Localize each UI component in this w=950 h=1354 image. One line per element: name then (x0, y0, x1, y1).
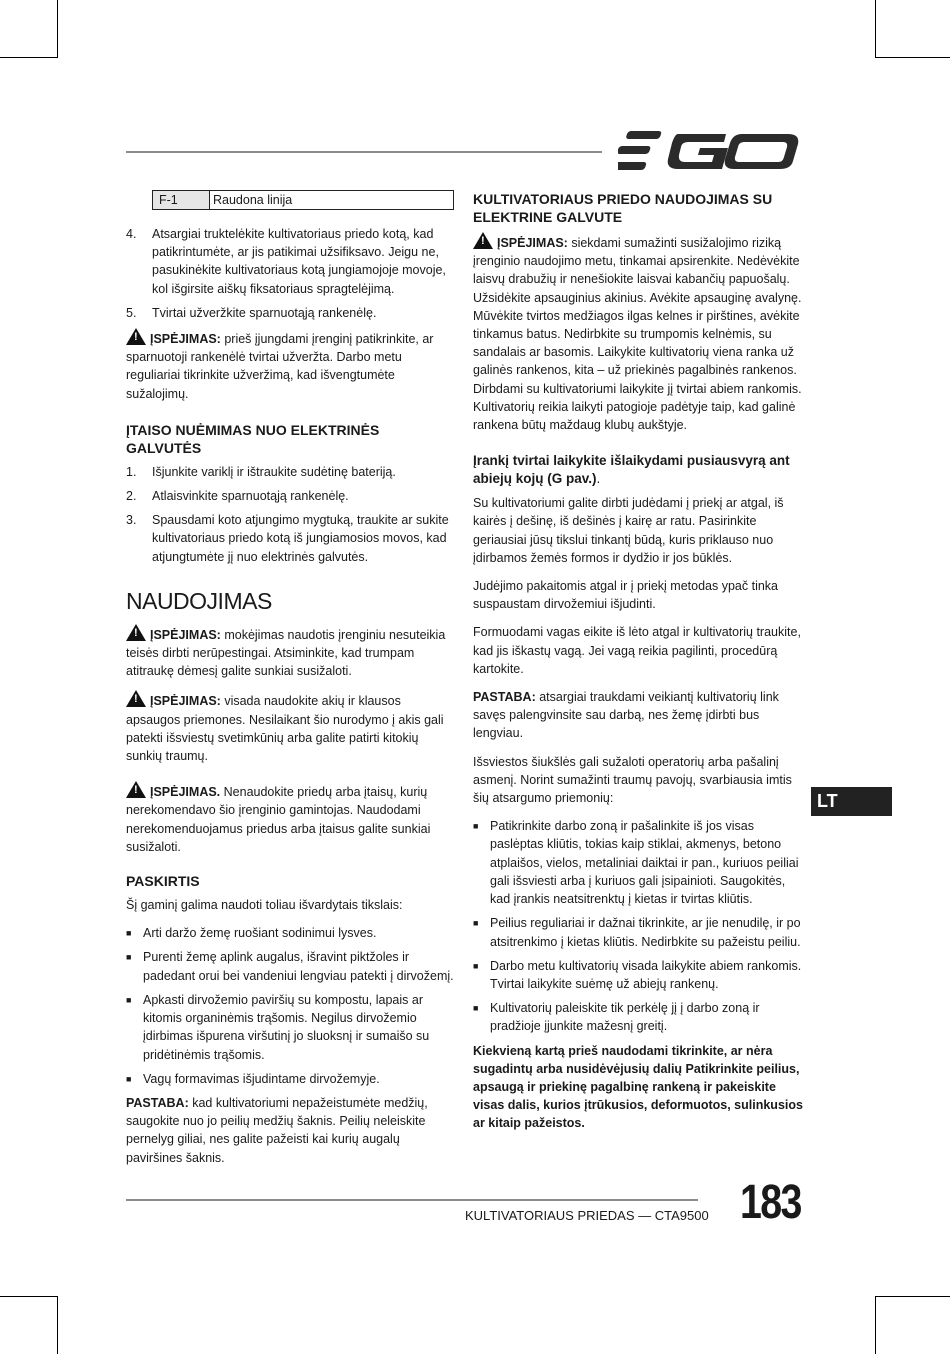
note-text: kad kultivatoriumi nepažeistumėte medžių, saugokite nuo jo peilių medžių šaknis. Peilių neleiskite pernelyg giliai, nes galite pažeisti kai kurių augalų paviršines šaknis. (126, 1095, 428, 1165)
subheading (473, 452, 803, 488)
warning-label: ĮSPĖJIMAS: (150, 694, 221, 709)
warning-paragraph (126, 624, 454, 681)
list-item-text: Patikrinkite darbo zoną ir pašalinkite iš jos visas paslėptas kliūtis, tokias kaip stiklai, akmenys, betono atplaišos, vielos, metaliniai daiktai ir pan., kuriuos peiliai gali išsviesti arba į kuriuos gali įsipainioti. Saugokitės, kad įrankis neatsitrenktų į kietas ir tvirtas kliūtis. (490, 819, 799, 907)
note-paragraph (473, 688, 803, 743)
list-item (126, 991, 454, 1064)
step-text: Spausdami koto atjungimo mygtuką, traukite ar sukite kultivatoriaus priedo kotą iš jungiamosios movos, kad atjungtumėte jį nuo elektrinės galvutės. (152, 513, 449, 564)
step-text: Atsargiai truktelėkite kultivatoriaus priedo kotą, kad patikrintumėte, ar jis patikimai užsifiksavo. Jeigu ne, pasukinėkite kultivatoriaus kotą jungiamojoje movoje, kol išgirsite aiškų fiksatoriaus spragtelėjimą. (152, 227, 446, 296)
list-item-text: Purenti žemę aplink augalus, išravint piktžoles ir padedant orui bei vandeniui lengviau patekti į dirvožemį. (143, 950, 454, 983)
step-text: Atlaisvinkite sparnuotąją rankenėlę. (152, 489, 349, 504)
crop-mark (875, 57, 950, 58)
footer-title: KULTIVATORIAUS PRIEDAS — CTA9500 (465, 1208, 709, 1223)
warning-icon (126, 690, 146, 707)
step-text: Išjunkite variklį ir ištraukite sudėtinę bateriją. (152, 464, 396, 479)
page-number: 183 (740, 1176, 801, 1229)
step-item (126, 304, 454, 322)
figure-legend-table (152, 190, 454, 210)
subheading-period: . (596, 471, 601, 487)
note-paragraph (126, 1094, 454, 1167)
list-item (473, 914, 803, 950)
list-item-text: Kultivatorių paleiskite tik perkėlę jį į darbo zoną ir pradžioje įjunkite mažesnį greitį. (490, 1001, 760, 1034)
crop-mark (875, 1296, 950, 1297)
figure-label: Raudona linija (213, 193, 293, 207)
step-item (126, 511, 454, 566)
list-item-text: Arti daržo žemę ruošiant sodinimui lysves. (143, 926, 377, 941)
crop-mark (57, 0, 58, 58)
warning-icon (126, 328, 146, 345)
warning-paragraph (126, 690, 454, 765)
step-number: 1. (126, 464, 137, 479)
list-item-text: Peilius reguliariai ir dažnai tikrinkite, ar jie nenudilę, ir po atsitrenkimo į kietas kliūtis. Nedirbkite su pažeistu peiliu. (490, 916, 801, 949)
warning-text: visada naudokite akių ir klausos apsaugos priemones. Nesilaikant šio nurodymo į akis gali patekti išsviestų svetimkūnių arba galite patirti kitokių sunkių traumų. (126, 694, 444, 764)
footer-rule (126, 1199, 698, 1201)
warning-text: siekdami sumažinti susižalojimo riziką įrenginio naudojimo metu, tinkamai apsirenkite. Nedėvėkite laisvų drabužių ir nenešiokite laisvai kabančių papuošalų. Užsidėkite apsauginius akinius. Avėkite apsauginę avalynę. Mūvėkite tvirtos medžiagos ilgas kelnes ir pirštines, avėkite tinkamus batus. Nedirbkite su trumpomis kelnėmis, su sandalais ar basomis. Laikykite kultivatorių viena ranka už galinės rankenos, kita – už priekinės pagalbinės rankenos. Dirbdami su kultivatoriumi laikykite jį tvirtai abiem rankomis. Kultivatorių reikia laikyti patogioje padėtyje taip, kad galinė rankena būtų maždaug klubų aukštyje. (473, 236, 802, 433)
list-item-text: Apkasti dirvožemio paviršių su kompostu, lapais ar kitomis organinėmis trąšomis. Negilus dirvožemio įdirbimas išpurena viršutinį jo sluoksnį ir sumaišo su pridėtinėmis trąšomis. (143, 992, 430, 1062)
warning-label: ĮSPĖJIMAS: (497, 236, 568, 250)
bullet-icon: ■ (473, 960, 479, 971)
purpose-intro: Šį gaminį galima naudoti toliau išvardytais tikslais: (126, 898, 403, 913)
list-item (126, 948, 454, 984)
note-text: atsargiai traukdami veikiantį kultivatorių link savęs palengvinsite sau darbą, nes žemę įdirbti bus lengviau. (473, 690, 779, 741)
list-item (126, 1070, 454, 1088)
warning-icon (126, 624, 146, 641)
warning-text: mokėjimas naudotis įrenginiu nesuteikia teisės dirbti nerūpestingai. Atsiminkite, kad trumpam atitraukę dėmesį galite sunkiai susižaloti. (126, 627, 446, 679)
crop-mark (57, 1296, 58, 1354)
step-number: 3. (126, 513, 137, 528)
language-tab: LT (811, 787, 892, 816)
bullet-icon: ■ (473, 821, 479, 832)
bullet-icon: ■ (126, 928, 132, 939)
warning-icon (126, 781, 146, 798)
crop-mark (0, 57, 58, 58)
bullet-icon: ■ (126, 952, 132, 963)
warning-paragraph (473, 232, 803, 434)
crop-mark (0, 1296, 58, 1297)
list-item (126, 924, 454, 942)
paragraph: Judėjimo pakaitomis atgal ir į priekį metodas ypač tinka suspaustam dirvožemiui išjudinti. (473, 579, 778, 612)
paragraph: Formuodami vagas eikite iš lėto atgal ir kultivatorių traukite, kad jis iškastų vagą. Jei vagą reikia pagilinti, procedūrą kartokite. (473, 625, 801, 676)
bullet-icon: ■ (473, 918, 479, 929)
list-item (473, 817, 803, 908)
list-item-text: Darbo metu kultivatorių visada laikykite abiem rankomis. Tvirtai laikykite suėmę už abiejų rankenų. (490, 958, 802, 991)
warning-paragraph (126, 781, 454, 856)
header-rule (126, 151, 602, 153)
warning-text: Nenaudokite priedų arba įtaisų, kurių nerekomendavo šio įrenginio gamintojas. Naudodami nerekomenduojamus priedus arba įtaisus galite sunkiai susižaloti. (126, 785, 431, 854)
subheading-text: Įrankį tvirtai laikykite išlaikydami pusiausvyrą ant abiejų kojų (G pav.) (473, 453, 790, 487)
bullet-icon: ■ (126, 1073, 132, 1084)
paragraph: Su kultivatoriumi galite dirbti judėdami į priekį ar atgal, iš kairės į dešinę, iš dešinės į kairę ar ratu. Pasirinkite geriausiai jūsų tikslui tinkantį būdą, kuris priklauso nuo įdirbamos žemės formos ir dydžio ir jos būklės. (473, 496, 784, 565)
note-label: PASTABA: (126, 1095, 189, 1110)
warning-label: ĮSPĖJIMAS: (150, 627, 221, 642)
right-column (473, 190, 803, 1133)
section-heading: PASKIRTIS (126, 873, 200, 890)
paragraph: Išsviestos šiukšlės gali sužaloti operatorių arba pašalinį asmenį. Norint sumažinti traumų pavojų, svarbiausia imtis šių atsargumo priemonių: (473, 754, 792, 806)
bullet-icon: ■ (126, 994, 132, 1005)
list-item (473, 957, 803, 993)
section-heading: ĮTAISO NUĖMIMAS NUO ELEKTRINĖS GALVUTĖS (126, 421, 380, 456)
warning-text: prieš įjungdami įrenginį patikrinkite, ar sparnuotoji rankenėlė tvirtai užveržta. Darbo metu reguliariai tikrinkite užveržimą, kad išvengtumėte sužalojimų. (126, 332, 434, 401)
warning-icon (473, 232, 493, 249)
step-text: Tvirtai užveržkite sparnuotąją rankenėlę. (152, 305, 377, 320)
step-item (126, 225, 454, 298)
step-item (126, 463, 454, 481)
step-number: 4. (126, 227, 137, 241)
main-heading: NAUDOJIMAS (126, 587, 272, 614)
bullet-icon: ■ (473, 1003, 479, 1014)
list-item (473, 999, 803, 1035)
warning-label: ĮSPĖJIMAS: (150, 332, 221, 347)
note-label: PASTABA: (473, 690, 536, 705)
crop-mark (875, 0, 876, 58)
warning-paragraph (126, 328, 454, 403)
section-heading: KULTIVATORIAUS PRIEDO NAUDOJIMAS SU ELEKTRINE GALVUTE (473, 191, 773, 225)
step-number: 2. (126, 489, 137, 504)
step-number: 5. (126, 305, 137, 320)
closing-paragraph: Kiekvieną kartą prieš naudodami tikrinkite, ar nėra sugadintų arba nusidėvėjusių dalių Patikrinkite peilius, apsaugą ir priekinę pagalbinę rankeną ir pakeiskite visas dalis, kurios įtrūkusios, deformuotos, sulinkusios ar kitaip pažeistos. (473, 1043, 803, 1131)
warning-label: ĮSPĖJIMAS. (150, 785, 221, 800)
left-column (126, 190, 454, 1167)
ego-logo (618, 131, 800, 171)
crop-mark (875, 1296, 876, 1354)
list-item-text: Vagų formavimas išjudintame dirvožemyje. (143, 1071, 380, 1086)
step-item (126, 487, 454, 505)
figure-code: F-1 (153, 191, 210, 209)
